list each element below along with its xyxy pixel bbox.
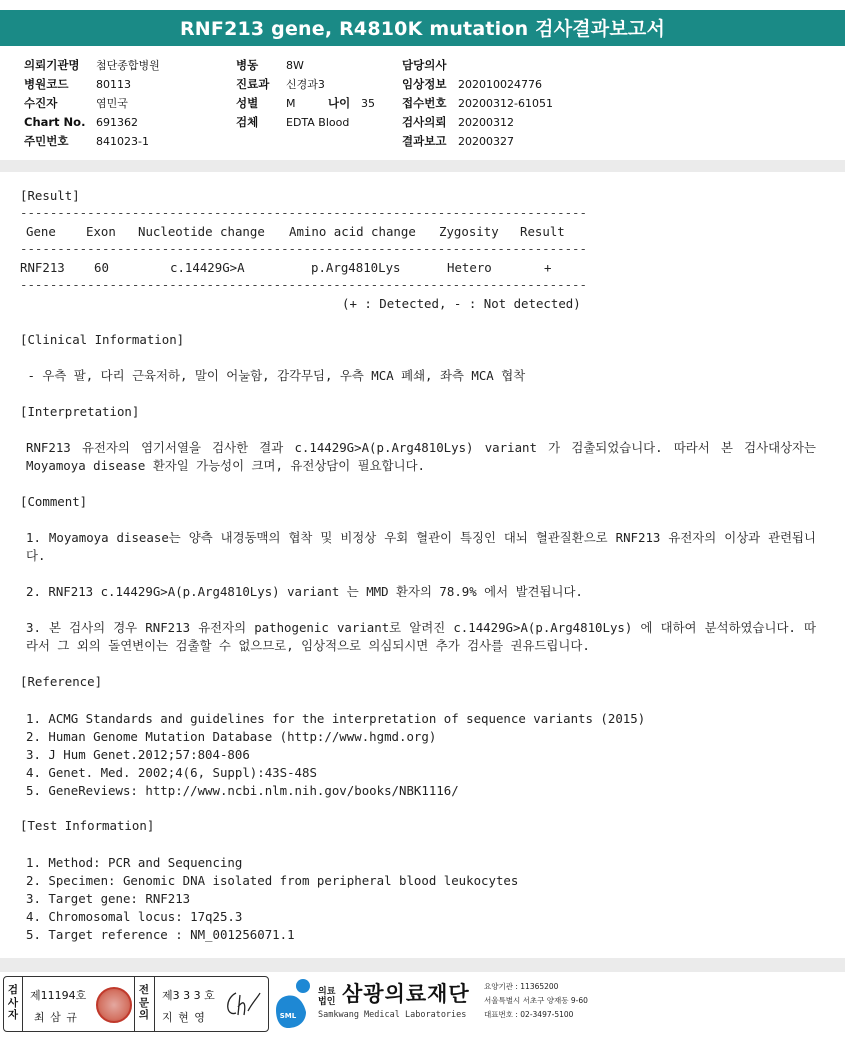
patient-field: 검체 EDTA Blood <box>236 115 350 129</box>
logo-text: SML <box>279 1012 297 1020</box>
cell-nucleotide: c.14429G>A <box>170 260 245 275</box>
interpretation-heading: [Interpretation] <box>20 404 140 419</box>
reference-heading: [Reference] <box>20 674 103 689</box>
test-info-heading: [Test Information] <box>20 818 155 833</box>
specialist-name: 지 현 영 <box>162 1011 206 1024</box>
table-rule: ---------------------------------------------------------------------------- <box>20 277 587 292</box>
result-legend: (+ : Detected, - : Not detected) <box>342 296 581 311</box>
patient-field: 진료과 신경과3 <box>236 77 325 91</box>
patient-field: 주민번호 841023-1 <box>24 134 149 148</box>
test-info-item: 2. Specimen: Genomic DNA isolated from peripheral blood leukocytes <box>26 873 519 888</box>
test-info-item: 4. Chromosomal locus: 17q25.3 <box>26 909 243 924</box>
result-heading: [Result] <box>20 188 80 203</box>
age-value: 35 <box>361 97 375 110</box>
institution-code: 요양기관 : 11365200 <box>484 982 559 991</box>
test-info-item: 5. Target reference : NM_001256071.1 <box>26 927 295 942</box>
patient-field: 검사의뢰 20200312 <box>402 115 514 129</box>
cell-gene: RNF213 <box>20 260 65 275</box>
brand-english: Samkwang Medical Laboratories <box>318 1010 467 1020</box>
sig-divider <box>22 977 23 1031</box>
col-header: Zygosity <box>439 224 499 239</box>
col-header: Nucleotide change <box>138 224 265 239</box>
comment-item: 3. 본 검사의 경우 RNF213 유전자의 pathogenic variant로 알려진 c.14429G>A(p.Arg4810Lys) 에 대하여 분석하였습니다. 따라서 그 외의 돌연변이는 검출할 수 없으므로, 임상적으로 의심되시면 추가 검사를 권유드립니다. <box>26 620 816 653</box>
cell-exon: 60 <box>94 260 109 275</box>
clinical-heading: [Clinical Information] <box>20 332 185 347</box>
patient-col-3 <box>402 56 553 151</box>
address: 서울특별시 서초구 양재동 9-60 <box>484 996 588 1005</box>
tester-label: 검사자 <box>7 984 19 1021</box>
patient-field: Chart No. 691362 <box>24 115 138 129</box>
section-divider <box>0 160 845 172</box>
col-header: Amino acid change <box>289 224 416 239</box>
comment-item: 1. Moyamoya disease는 양측 내경동맥의 협착 및 비정상 우회 혈관이 특징인 대뇌 혈관질환으로 RNF213 유전자의 이상과 관련됩니다. <box>26 530 816 563</box>
specialist-license: 제3 3 3 호 <box>162 989 215 1002</box>
patient-field: 임상정보 202010024776 <box>402 77 542 91</box>
brand-prefix: 의료법인 <box>318 986 336 1007</box>
brand-name: 삼광의료재단 <box>342 982 470 1006</box>
test-info-item: 3. Target gene: RNF213 <box>26 891 191 906</box>
brand-contact <box>484 980 588 1022</box>
phone: 대표번호 : 02-3497-5100 <box>484 1010 574 1019</box>
patient-col-1 <box>24 56 160 151</box>
test-info-item: 1. Method: PCR and Sequencing <box>26 855 243 870</box>
comment-item: 2. RNF213 c.14429G>A(p.Arg4810Lys) variant 는 MMD 환자의 78.9% 에서 발견됩니다. <box>26 584 583 599</box>
patient-field: 접수번호 20200312-61051 <box>402 96 553 110</box>
cell-result: + <box>544 260 552 275</box>
footer-divider <box>0 958 845 972</box>
sig-divider <box>134 977 135 1031</box>
col-header: Result <box>520 224 565 239</box>
table-rule: ---------------------------------------------------------------------------- <box>20 241 587 256</box>
tester-name: 최 삼 규 <box>34 1011 78 1024</box>
reference-item: 5. GeneReviews: http://www.ncbi.nlm.nih.gov/books/NBK1116/ <box>26 783 459 798</box>
patient-field: 담당의사 <box>402 58 447 72</box>
reference-item: 4. Genet. Med. 2002;4(6, Suppl):43S-48S <box>26 765 317 780</box>
specialist-label: 전문의 <box>138 984 150 1021</box>
patient-field: 성별 M 나이 35 <box>236 94 375 113</box>
tester-seal <box>96 987 132 1023</box>
report-title: RNF213 gene, R4810K mutation 검사결과보고서 <box>0 10 845 46</box>
cell-zygosity: Hetero <box>447 260 492 275</box>
signature-icon <box>222 989 264 1021</box>
table-rule: ---------------------------------------------------------------------------- <box>20 205 587 220</box>
patient-field: 결과보고 20200327 <box>402 134 514 148</box>
reference-item: 2. Human Genome Mutation Database (http://www.hgmd.org) <box>26 729 437 744</box>
cell-amino-acid: p.Arg4810Lys <box>311 260 401 275</box>
brand <box>318 978 470 1020</box>
comment-heading: [Comment] <box>20 494 88 509</box>
footer <box>0 972 845 1040</box>
patient-field: 병원코드 80113 <box>24 77 131 91</box>
reference-item: 1. ACMG Standards and guidelines for the interpretation of sequence variants (2015) <box>26 711 646 726</box>
reference-item: 3. J Hum Genet.2012;57:804-806 <box>26 747 250 762</box>
patient-field: 병동 8W <box>236 58 304 72</box>
tester-license: 제11194호 <box>30 989 87 1002</box>
patient-info <box>0 50 845 160</box>
age-label: 나이 <box>328 96 351 110</box>
col-header: Exon <box>86 224 116 239</box>
sig-divider <box>154 977 155 1031</box>
interpretation-text: RNF213 유전자의 염기서열을 검사한 결과 c.14429G>A(p.Arg4810Lys) variant 가 검출되었습니다. 따라서 본 검사대상자는 Moyamoya disease 환자일 가능성이 크며, 유전상담이 필요합니다. <box>26 440 816 473</box>
patient-field: 수진자 염민국 <box>24 96 128 110</box>
patient-col-2 <box>236 56 375 132</box>
patient-field: 의뢰기관명 첨단종합병원 <box>24 58 160 72</box>
signature-box <box>3 976 269 1032</box>
sml-logo-icon <box>270 976 316 1030</box>
clinical-text: - 우측 팔, 다리 근육저하, 말이 어눌함, 감각무딤, 우측 MCA 폐쇄, 좌측 MCA 협착 <box>20 368 526 383</box>
col-header: Gene <box>26 224 56 239</box>
